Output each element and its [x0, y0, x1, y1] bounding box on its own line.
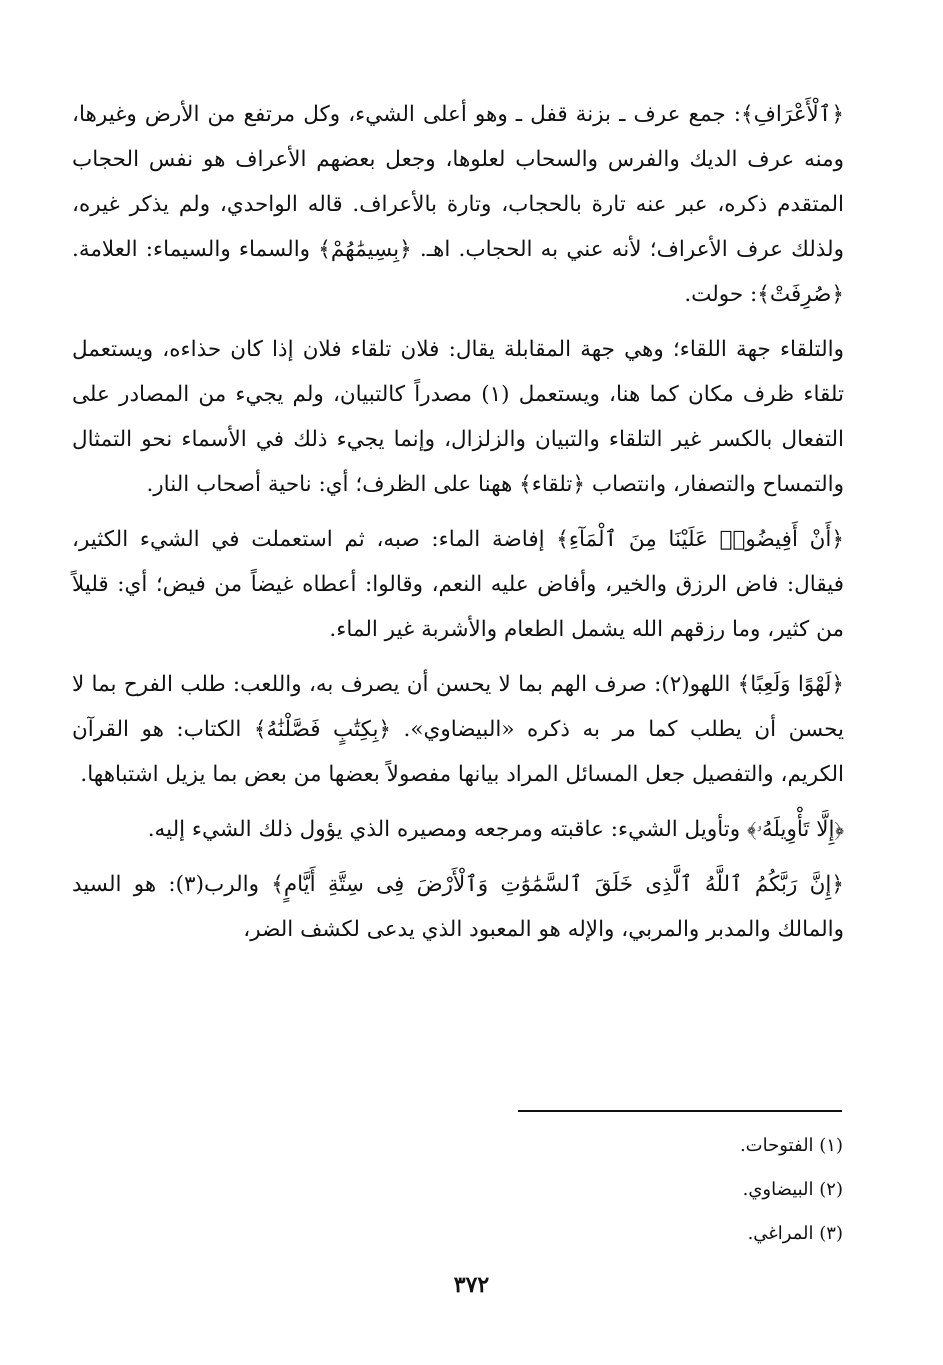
- footnotes: [740, 1124, 843, 1256]
- paragraph-rabb: ﴿إِنَّ رَبَّكُمُ ٱللَّهُ ٱلَّذِى خَلَقَ ٱلسَّمَٰوَٰتِ وَٱلْأَرْضَ فِى سِتَّةِ أَيَّامٍ﴾ والرب(٣): هو السيد والمالك والمدبر والمربي، والإله هو المعبود الذي يدعى لكشف الضر،: [72, 872, 844, 942]
- paragraph-tilqa: والتلقاء جهة اللقاء؛ وهي جهة المقابلة يقال: فلان تلقاء فلان إذا كان حذاءه، ويستعمل تلقاء ظرف مكان كما هنا، ويستعمل (١) مصدراً كالتبيان، ولم يجيء من المصادر على التفعال بالكسر غير التلقاء والتبيان والزلزال، وإنما يجيء ذلك في الأسماء نحو التمثال والتمساح والتصفار، وانتصاب ﴿تلقاء﴾ ههنا على الظرف؛ أي: ناحية أصحاب النار.: [72, 337, 844, 497]
- body-text: [72, 92, 844, 952]
- paragraph-afidu: ﴿أَنْ أَفِيضُوا۟ عَلَيْنَا مِنَ ٱلْمَآءِ﴾ إفاضة الماء: صبه، ثم استعملت في الشيء الكثير، فيقال: فاض الرزق والخير، وأفاض عليه النعم، وقالوا: أعطاه غيضاً من فيض؛ أي: قليلاً من كثير، وما رزقهم الله يشمل الطعام والأشربة غير الماء.: [72, 527, 844, 642]
- footnote-3: (٣) المراغي.: [747, 1223, 843, 1244]
- footnote-2: (٢) البيضاوي.: [742, 1179, 843, 1200]
- paragraph-tawil: ﴿إِلَّا تَأْوِيلَهُۥ﴾ وتأويل الشيء: عاقبته ومرجعه ومصيره الذي يؤول ذلك الشيء إليه.: [147, 817, 844, 842]
- footnote-1: (١) الفتوحات.: [739, 1135, 843, 1156]
- footnote-separator: [518, 1110, 842, 1112]
- paragraph-lahw: ﴿لَهْوًا وَلَعِبًا﴾ اللهو(٢): صرف الهم بما لا يحسن أن يصرف به، واللعب: طلب الفرح بما لا يحسن أن يطلب كما مر به ذكره «البيضاوي». ﴿بِكِتَٰبٍ فَصَّلْنَٰهُ﴾ الكتاب: هو القرآن الكريم، والتفصيل جعل المسائل المراد بيانها مفصولاً بعضها من بعض بما يزيل اشتباهها.: [72, 672, 845, 787]
- paragraph-al-araf: ﴿ٱلْأَعْرَافِ﴾: جمع عرف ـ بزنة قفل ـ وهو أعلى الشيء، وكل مرتفع من الأرض وغيرها، ومنه عرف الديك والفرس والسحاب لعلوها، وجعل بعضهم الأعراف هو نفس الحجاب المتقدم ذكره، عبر عنه تارة بالحجاب، وتارة بالأعراف. قاله الواحدي، ولم يذكر غيره، ولذلك عرف الأعراف؛ لأنه عني به الحجاب. اهـ. ﴿بِسِيمَٰهُمْ﴾ والسماء والسيماء: العلامة. ﴿صُرِفَتْ﴾: حولت.: [72, 102, 844, 307]
- page-number: ٣٧٢: [453, 1272, 490, 1298]
